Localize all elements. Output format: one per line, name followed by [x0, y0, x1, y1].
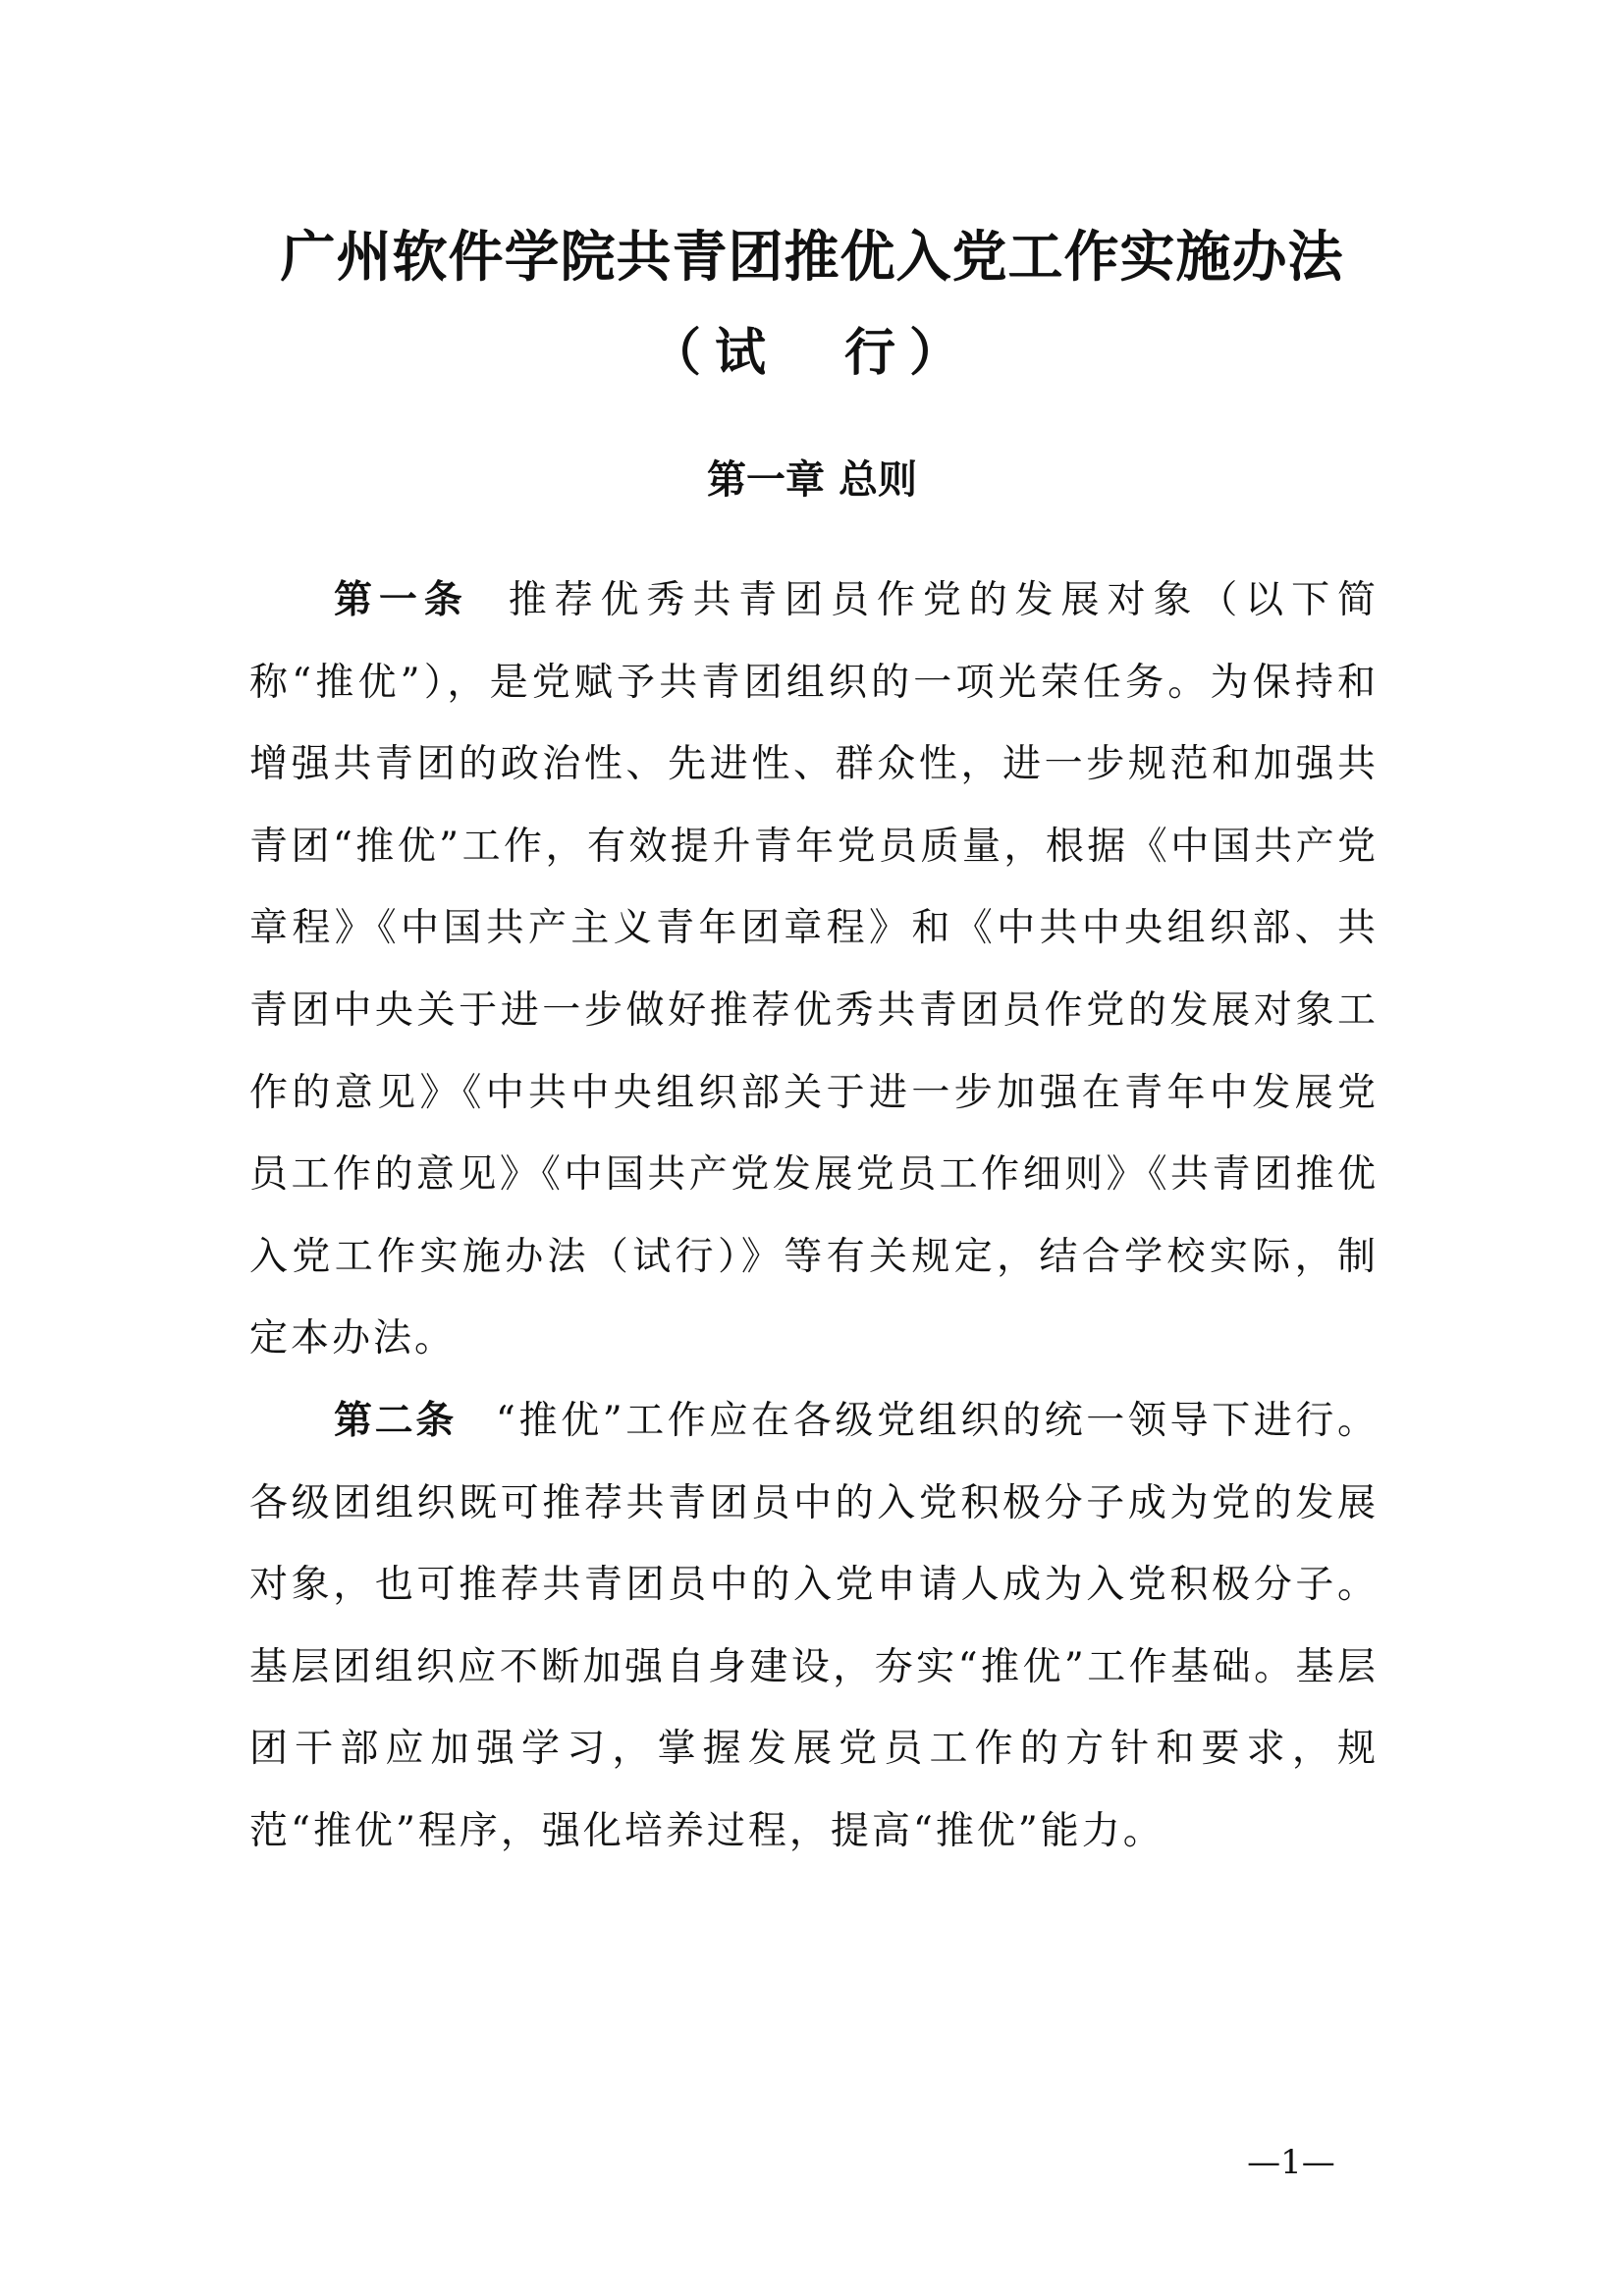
- article-2: [249, 1380, 1379, 1873]
- article-2-label: 第二条: [334, 1398, 457, 1443]
- article-1: [249, 560, 1379, 1380]
- article-1-text: 推荐优秀共青团员作党的发展对象（以下简称“推优”），是党赋予共青团组织的一项光荣任务。为保持和增强共青团的政治性、先进性、群众性，进一步规范和加强共青团“推优”工作，有效提升青年党员质量，根据《中国共产党章程》《中国共产主义青年团章程》和《中共中央组织部、共青团中央关于进一步做好推荐优秀共青团员作党的发展对象工作的意见》《中共中央组织部关于进一步加强在青年中发展党员工作的意见》《中国共产党发展党员工作细则》《共青团推优入党工作实施办法（试行）》等有关规定，结合学校实际，制定本办法。: [249, 578, 1379, 1362]
- document-body: [249, 560, 1379, 1873]
- page-number: —1—: [1247, 2143, 1335, 2182]
- document-subtitle: （试 行）: [649, 323, 974, 383]
- chapter-heading: 第一章 总则: [707, 457, 917, 503]
- article-1-label: 第一条: [334, 578, 469, 622]
- document-title: 广州软件学院共青团推优入党工作实施办法: [280, 225, 1344, 290]
- article-2-text: “推优”工作应在各级党组织的统一领导下进行。各级团组织既可推荐共青团员中的入党积极分子成为党的发展对象，也可推荐共青团员中的入党申请人成为入党积极分子。基层团组织应不断加强自身建设，夯实“推优”工作基础。基层团干部应加强学习，掌握发展党员工作的方针和要求，规范“推优”程序，强化培养过程，提高“推优”能力。: [249, 1398, 1379, 1853]
